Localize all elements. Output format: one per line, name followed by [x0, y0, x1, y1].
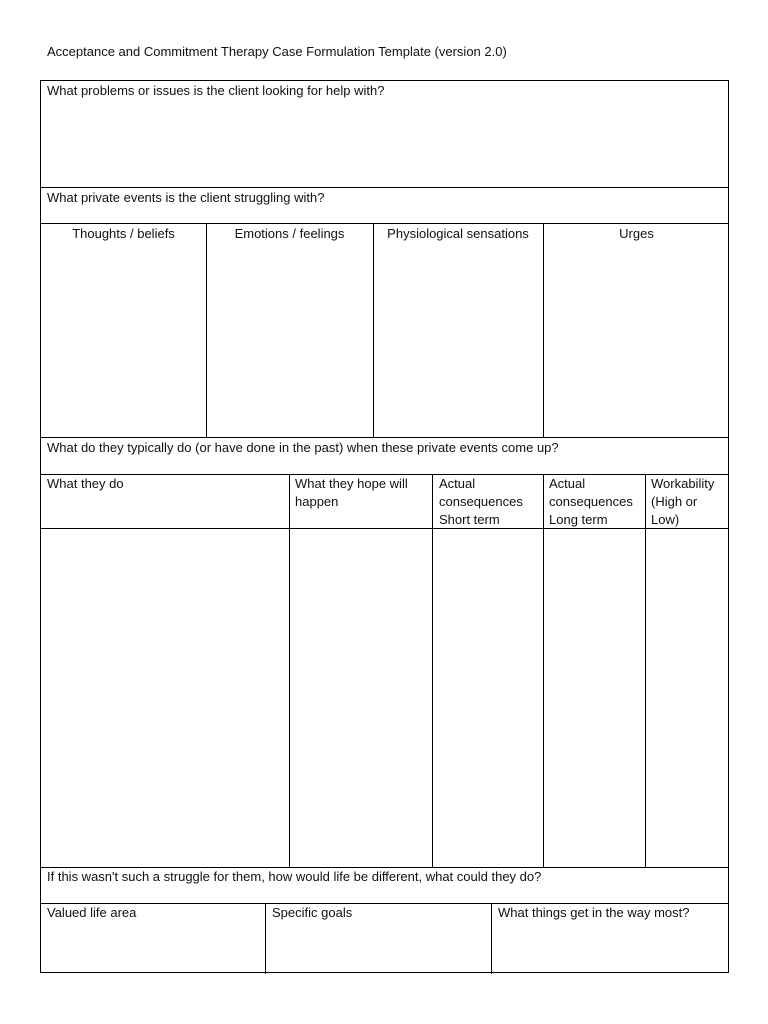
column-divider	[265, 903, 266, 974]
col-emotions-feelings: Emotions / feelings	[234, 226, 345, 241]
col-physiological-sensations: Physiological sensations	[387, 226, 529, 241]
column-divider	[289, 474, 290, 867]
column-divider	[373, 223, 374, 437]
divider	[41, 437, 728, 438]
col-urges: Urges	[619, 226, 654, 241]
column-divider	[543, 223, 544, 437]
problems-question: What problems or issues is the client looking for help with?	[47, 83, 385, 98]
column-divider	[491, 903, 492, 974]
private-events-question: What private events is the client struggling with?	[47, 190, 325, 205]
behaviors-question: What do they typically do (or have done in the past) when these private events come up?	[47, 440, 559, 455]
values-question: If this wasn't such a struggle for them, how would life be different, what could they do?	[47, 869, 542, 884]
column-divider	[432, 474, 433, 867]
case-formulation-form	[40, 80, 729, 973]
col-valued-life-area: Valued life area	[47, 905, 137, 920]
col-specific-goals: Specific goals	[272, 905, 353, 920]
divider	[41, 187, 728, 188]
col-what-they-do: What they do	[47, 476, 124, 491]
col-what-they-hope: What they hope will happen	[295, 476, 408, 509]
col-workability: Workability (High or Low)	[651, 476, 715, 527]
column-divider	[645, 474, 646, 867]
column-divider	[543, 474, 544, 867]
col-consequences-long-term: Actual consequences Long term	[549, 476, 633, 527]
document-title: Acceptance and Commitment Therapy Case Formulation Template (version 2.0)	[47, 44, 507, 59]
col-consequences-short-term: Actual consequences Short term	[439, 476, 523, 527]
col-thoughts-beliefs: Thoughts / beliefs	[72, 226, 175, 241]
column-divider	[206, 223, 207, 437]
col-obstacles: What things get in the way most?	[498, 905, 690, 920]
divider	[41, 528, 728, 529]
divider	[41, 223, 728, 224]
